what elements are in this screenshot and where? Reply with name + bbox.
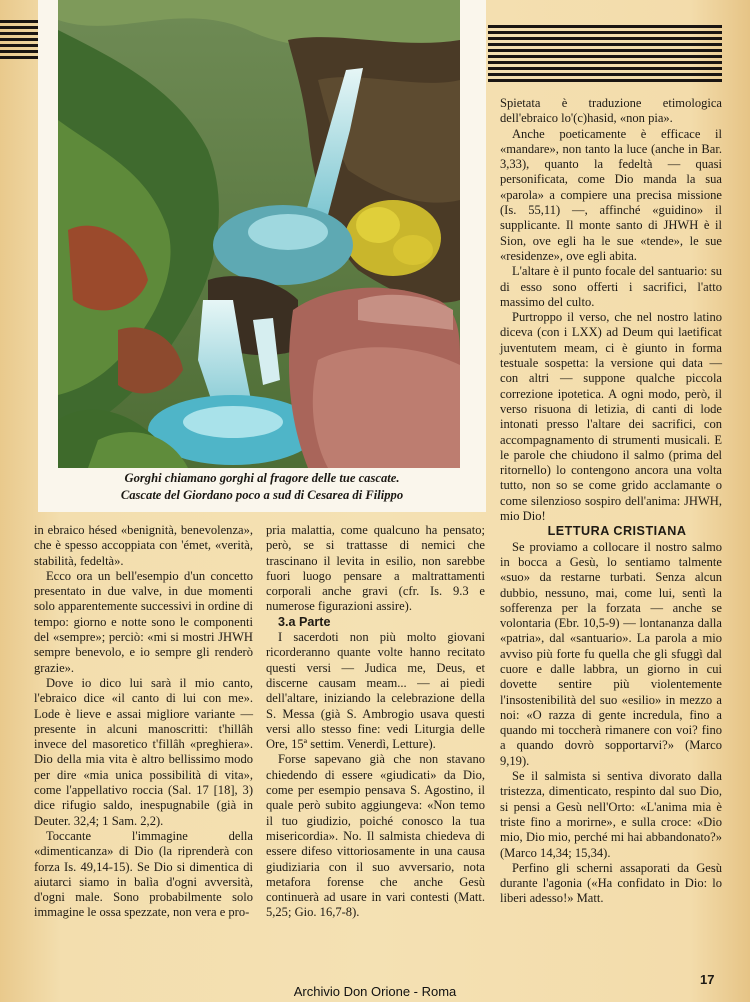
archive-footer: Archivio Don Orione - Roma (293, 984, 457, 999)
paragraph: Toccante l'immagine della «dimenticanza» di Dio (la riprenderà con forza Is. 49,14-15). Se Dio si dimentica di aiutarci siamo in balìa d'ogni avversità, d'ogni male. Sono probabilmente solo immagine le ossa spezzate, non vera e pro- (34, 828, 253, 920)
decorative-stripes-right (488, 25, 722, 85)
section-title-terza-parte: 3.a Parte (278, 614, 331, 629)
paragraph: I sacerdoti non più molto giovani ricorderanno quante volte hanno recitato questi versi — Judica me, Deus, et discerne causam meam... — ai piedi dell'altare, iniziando la celebrazione della S. Messa (già S. Ambrogio usava questi versi allo stesso fine: vedi Liturgia delle Ore, 15ª settim. Venerdì, Letture). (266, 630, 485, 752)
caption-line-1: Gorghi chiamano gorghi al fragore delle tue cascate. (124, 471, 400, 485)
paragraph: Forse sapevano già che non stavano chiedendo di essere «giudicati» da Dio, come per esempio pensava S. Agostino, il quale però subito aggiungeva: «Non temo il tuo giudizio, poiché conosco la tua misericordia». No. Il salmista chiedeva di essere difeso vittoriosamente in una causa giudiziaria con il suo avversario, nota metafora forense che anche Gesù continuerà ad usare in vari contesti (Matt. 5,25; Gio. 16,7-8). (266, 752, 485, 920)
waterfall-illustration (58, 0, 460, 468)
paragraph: in ebraico hésed «benignità, benevolenza», che è spesso accoppiata con 'émet, «verità, stabilità, fedeltà». (34, 523, 253, 568)
paragraph: Purtroppo il verso, che nel nostro latino diceva (con i LXX) ad Deum qui laetificat juventutem meam, ci è giunto in forma testuale sospetta: la versione qui data — con altri — suppone qualche piccola correzione ipotetica. A ogni modo, però, il verso risuona di letizia, di canti di lode intonati presso l'altare dei sacrifici, con accompagnamento di strumenti musicali. E le parole che chiudono il salmo (prima del ritornello) lo contengono ancora una volta tutto, non so se come grido acclamante o come silenzioso sospiro dell'anima: JHWH, mio Dio! (500, 310, 722, 524)
paragraph: Anche poeticamente è efficace il «mandare», non tanto la luce (anche in Bar. 3,33), quanto la fedeltà — quasi personificata, come Dio manda la sua «parola» a compiere una precisa missione (Is. 55,11) —, affinché «guidino» il supplicante. Il monte santo di JHWH è il Sion, ove egli ha le sue «tende», le sue «residenze», ove egli abita. (500, 126, 722, 263)
section-title-lettura-cristiana: LETTURA CRISTIANA (547, 524, 687, 539)
left-column (34, 523, 253, 921)
waterfall-photo (58, 0, 460, 468)
paragraph: Dove io dico lui sarà il mio canto, l'ebraico dice «il canto di lui con me». Lode è lieve e assai migliore variante — presente in alcuni manoscritti: t'hillâh invece del masoretico t'fillâh «preghiera». Dio della mia vita è altro bellissimo modo per dire «mia unica possibilità di vita», come l'appellativo roccia (Sal. 17 [18], 3) dice rifugio saldo, inespugnabile (già in Deuter. 32,4; 1 Sam. 2,2). (34, 675, 253, 828)
paragraph: L'altare è il punto focale del santuario: su di esso sono offerti i sacrifici, l'atto massimo del culto. (500, 264, 722, 309)
paragraph: Se il salmista si sentiva divorato dalla tristezza, dimenticato, respinto dal suo Dio, si pensi a Gesù nell'Orto: «L'anima mia è triste fino a morirne», e sulla croce: «Dio mio, Dio mio, perché mi hai abbandonato?» (Marco 14,34; 15,34). (500, 769, 722, 860)
decorative-stripes-left (0, 20, 38, 62)
paragraph: pria malattia, come qualcuno ha pensato; però, se si trattasse di nemici che trascinano il levita in esilio, non sarebbe fuori luogo pensare a maltrattamenti corporali anche gravi (cfr. Is. 9.3 e numerose figurazioni assire). (266, 523, 485, 614)
middle-column (266, 523, 485, 921)
paragraph: Perfino gli scherni assaporati da Gesù durante l'agonia («Ha confidato in Dio: lo liberi adesso!» Matt. (500, 860, 722, 906)
paragraph: Ecco ora un bell'esempio d'un concetto presentato in due valve, in due momenti solo apparentemente successivi in ordine di tempo: giorno e notte sono le componenti del «sempre»; perciò: «mi si mostri JHWH sempre benevolo, e io sempre gli renderò grazie». (34, 568, 253, 675)
right-column (500, 96, 722, 907)
paragraph: Spietata è traduzione etimologica dell'ebraico lo'(c)hasid, «non pia». (500, 96, 722, 126)
page-number: 17 (700, 972, 715, 987)
photo-caption (42, 470, 482, 503)
caption-line-2: Cascate del Giordano poco a sud di Cesarea di Filippo (120, 487, 404, 502)
paragraph: Se proviamo a collocare il nostro salmo in bocca a Gesù, lo sentiamo talmente «suo» da restarne turbati. Senza alcun dubbio, nessuno, mai, come lui, sentì la sofferenza per la forzata — anche se volontaria (Ebr. 10,5-9) — lontananza dalla «patria», dal «santuario». La parola a mio avviso più forte fu quella che gli sfuggì dal cuore e dalle labbra, un giorno in cui dovette sentire più violentemente l'insostenibilità del suo «esilio» in mezzo a noi: «O razza di gente incredula, fino a quando mi toccherà rimanere con voi? fino a quando dovrò sopportarvi?» (Marco 9,19). (500, 539, 722, 768)
